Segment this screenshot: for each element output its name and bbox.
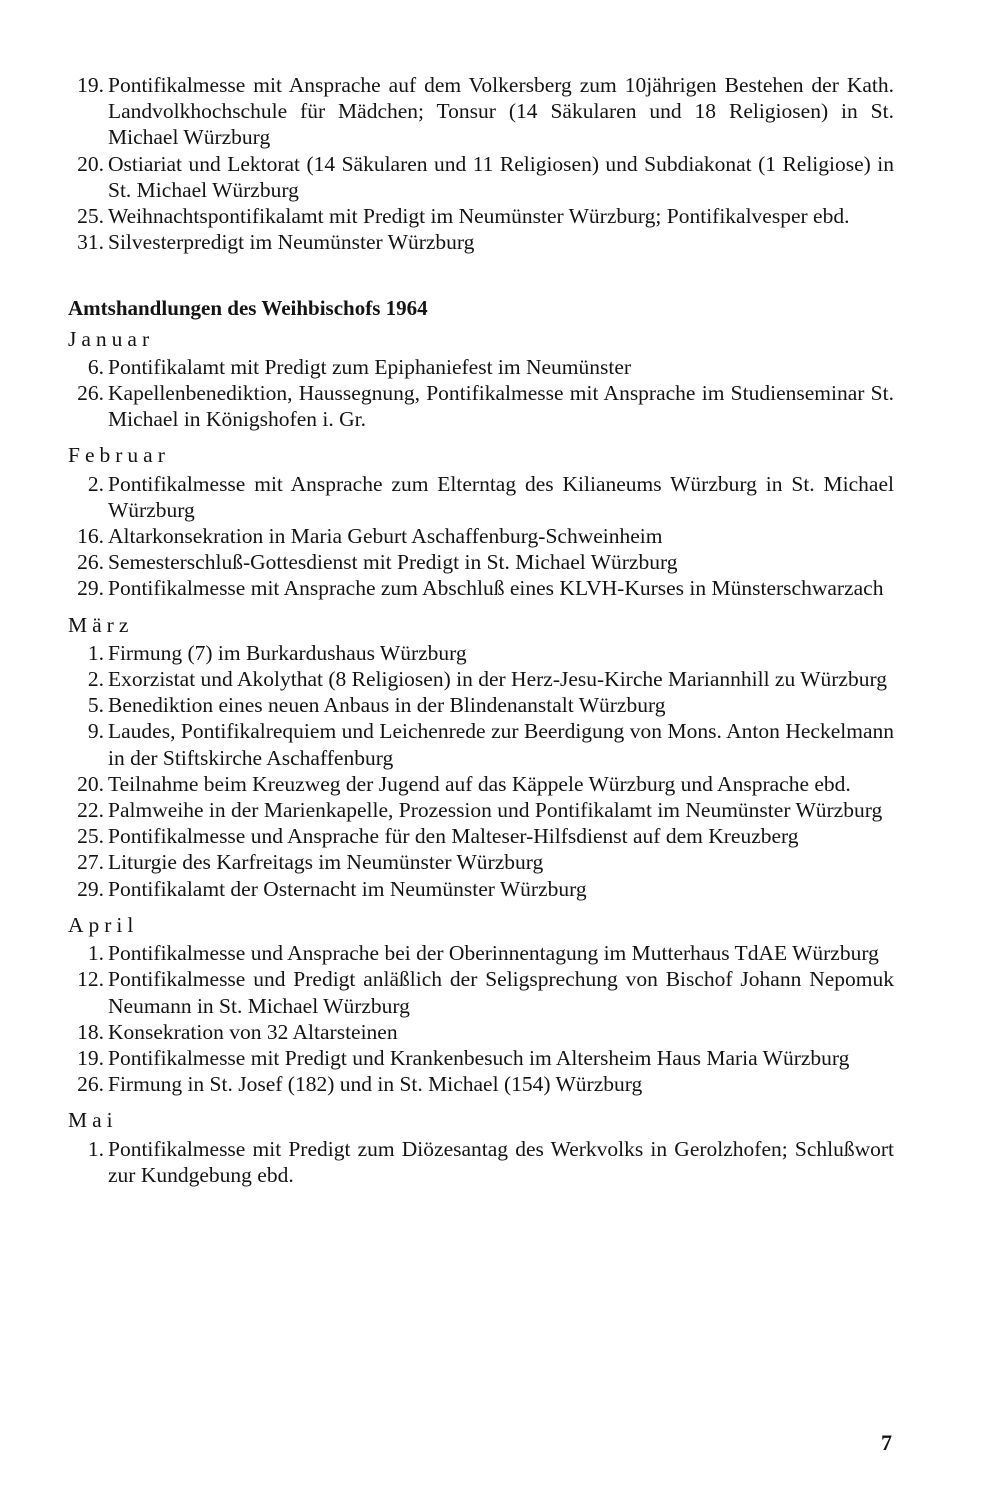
entry-day: 26. — [77, 381, 104, 406]
month-heading: Februar — [68, 443, 170, 468]
list-item — [68, 640, 894, 666]
month-heading: Mai — [68, 1108, 118, 1133]
entry-day: 26. — [77, 1072, 104, 1097]
list-item — [68, 72, 894, 151]
entry-day: 25. — [77, 204, 104, 229]
list-item — [68, 849, 894, 875]
entry-text: Palmweihe in der Marienkapelle, Prozession und Pontifikalamt im Neumünster Würzburg — [108, 798, 883, 823]
month-heading: April — [68, 912, 139, 937]
month-section-januar — [68, 326, 894, 433]
entry-text: Laudes, Pontifikalrequiem und Leichenrede zur Beerdigung von Mons. Anton Heckelmann in der Stiftskirche Aschaffenburg — [108, 719, 894, 770]
entry-text: Weihnachtspontifikalamt mit Predigt im Neumünster Würzburg; Pontifikalvesper ebd. — [108, 204, 850, 229]
list-item — [68, 1045, 894, 1071]
list-item — [68, 203, 894, 229]
entry-text: Kapellenbenediktion, Haussegnung, Pontifikalmesse mit Ansprache im Studienseminar St. Michael in Königshofen i. Gr. — [108, 381, 894, 432]
month-section-april — [68, 912, 894, 1097]
document-page — [68, 72, 894, 1188]
entry-text: Pontifikalmesse und Ansprache für den Malteser-Hilfsdienst auf dem Kreuzberg — [108, 824, 799, 849]
entry-text: Pontifikalmesse und Predigt anläßlich der Seligsprechung von Bischof Johann Nepomuk Neumann in St. Michael Würzburg — [108, 967, 894, 1018]
entry-day: 19. — [77, 73, 104, 97]
entry-day: 2. — [87, 667, 104, 692]
entry-text: Altarkonsekration in Maria Geburt Aschaffenburg-Schweinheim — [108, 524, 663, 549]
entry-day: 20. — [77, 771, 104, 796]
entry-text: Pontifikalamt der Osternacht im Neumünster Würzburg — [108, 876, 587, 901]
entry-text: Benediktion eines neuen Anbaus in der Blindenanstalt Würzburg — [108, 693, 666, 718]
entry-day: 29. — [77, 876, 104, 901]
list-item — [68, 1136, 894, 1188]
entry-text: Exorzistat und Akolythat (8 Religiosen) in der Herz-Jesu-Kirche Mariannhill zu Würzburg — [108, 667, 887, 692]
list-item — [68, 549, 894, 575]
entry-day: 29. — [77, 576, 104, 601]
month-section-mai — [68, 1107, 894, 1188]
list-item — [68, 354, 894, 380]
list-item — [68, 666, 894, 692]
entry-day: 18. — [77, 1019, 104, 1044]
entry-day: 27. — [77, 850, 104, 875]
list-item — [68, 771, 894, 797]
intro-entry-list — [68, 72, 894, 255]
entry-day: 2. — [87, 471, 104, 496]
entry-day: 22. — [77, 798, 104, 823]
entry-day: 25. — [77, 824, 104, 849]
entry-text: Firmung in St. Josef (182) und in St. Michael (154) Würzburg — [108, 1072, 643, 1097]
list-item — [68, 876, 894, 902]
entry-day: 26. — [77, 550, 104, 575]
entry-day: 19. — [77, 1045, 104, 1070]
list-item — [68, 797, 894, 823]
list-item — [68, 575, 894, 601]
entry-text: Pontifikalmesse mit Ansprache zum Abschluß eines KLVH-Kurses in Münsterschwarzach — [108, 576, 884, 601]
entry-day: 1. — [87, 640, 104, 665]
entry-day: 20. — [77, 151, 104, 176]
entry-text: Pontifikalmesse mit Predigt zum Diözesantag des Werkvolks in Gerolzhofen; Schlußwort zur Kundgebung ebd. — [108, 1136, 894, 1187]
page-number: 7 — [881, 1430, 892, 1455]
entry-text: Pontifikalamt mit Predigt zum Epiphaniefest im Neumünster — [108, 354, 632, 379]
entry-text: Firmung (7) im Burkardushaus Würzburg — [108, 640, 467, 665]
list-item — [68, 1071, 894, 1097]
entry-day: 1. — [87, 941, 104, 966]
entry-text: Liturgie des Karfreitags im Neumünster Würzburg — [108, 850, 544, 875]
entry-day: 6. — [87, 354, 104, 379]
entry-day: 12. — [77, 967, 104, 992]
entry-day: 31. — [77, 230, 104, 255]
section-title: Amtshandlungen des Weihbischofs 1964 — [68, 296, 428, 321]
month-heading: März — [68, 612, 134, 637]
entry-text: Pontifikalmesse mit Ansprache auf dem Volkersberg zum 10jährigen Bestehen der Kath. Landvolkhochschule für Mädchen; Tonsur (14 Säkularen und 18 Religiosen) in St. Michael Würzburg — [108, 73, 894, 150]
list-item — [68, 380, 894, 432]
list-item — [68, 966, 894, 1018]
list-item — [68, 823, 894, 849]
entry-text: Teilnahme beim Kreuzweg der Jugend auf das Käppele Würzburg und Ansprache ebd. — [108, 771, 851, 796]
entry-text: Konsekration von 32 Altarsteinen — [108, 1019, 398, 1044]
entry-day: 5. — [87, 693, 104, 718]
entry-text: Pontifikalmesse und Ansprache bei der Oberinnentagung im Mutterhaus TdAE Würzburg — [108, 941, 879, 966]
month-section-februar — [68, 442, 894, 601]
entry-text: Semesterschluß-Gottesdienst mit Predigt in St. Michael Würzburg — [108, 550, 678, 575]
list-item — [68, 940, 894, 966]
list-item — [68, 692, 894, 718]
list-item — [68, 718, 894, 770]
list-item — [68, 1019, 894, 1045]
month-heading: Januar — [68, 326, 155, 351]
list-item — [68, 523, 894, 549]
list-item — [68, 229, 894, 255]
month-section-maerz — [68, 612, 894, 902]
entry-text: Pontifikalmesse mit Predigt und Krankenbesuch im Altersheim Haus Maria Würzburg — [108, 1045, 850, 1070]
entry-day: 16. — [77, 524, 104, 549]
list-item — [68, 151, 894, 203]
entry-day: 9. — [87, 719, 104, 744]
entry-text: Silvesterpredigt im Neumünster Würzburg — [108, 230, 475, 255]
list-item — [68, 471, 894, 523]
entry-day: 1. — [87, 1136, 104, 1161]
entry-text: Ostiariat und Lektorat (14 Säkularen und 11 Religiosen) und Subdiakonat (1 Religiose) in St. Michael Würzburg — [108, 151, 894, 202]
entry-text: Pontifikalmesse mit Ansprache zum Elterntag des Kilianeums Würzburg in St. Michael Würzburg — [108, 471, 894, 522]
